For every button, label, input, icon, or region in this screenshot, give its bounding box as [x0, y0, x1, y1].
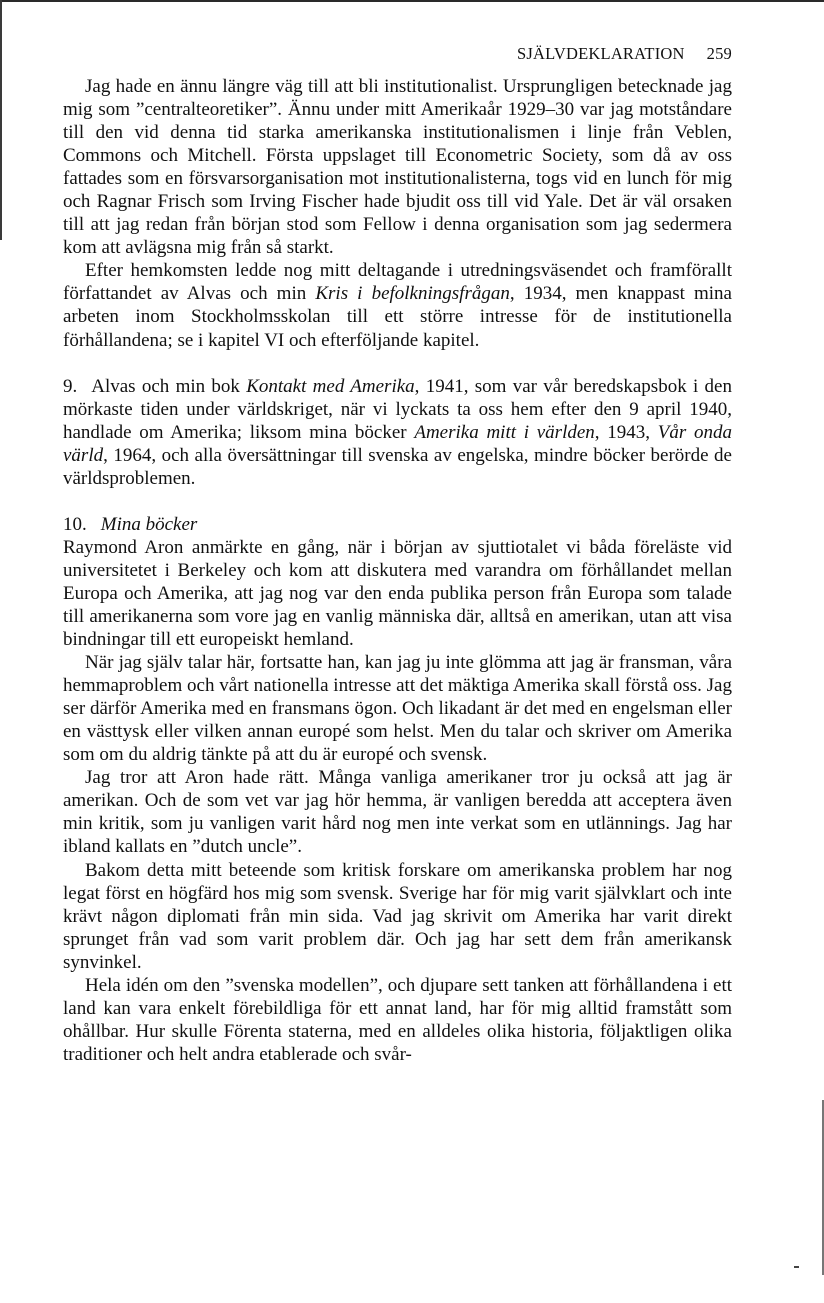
italic-title: Vår onda värld [63, 421, 732, 466]
text-run: Alvas och min bok [91, 375, 247, 397]
italic-title: Amerika mitt i världen [414, 421, 595, 443]
book-page [63, 42, 732, 1066]
italic-title: Kris i befolkningsfrågan [315, 283, 510, 305]
scan-border-top [0, 0, 824, 2]
paragraph [63, 974, 732, 1066]
scan-speck [794, 1266, 799, 1268]
text-run: Raymond Aron anmärkte en gång, när i början av sjuttiotalet vi båda föreläste vid universitetet i Berkeley och kom att diskutera med varandra om förhållandet mellan Europa och Amerika, att jag nog var den enda publika person från Europa som talade till amerikanerna som vore jag en vanlig människa där, alltså en amerikan, utan att visa bindningar till ett europeiskt hemland. [63, 536, 732, 651]
numbered-section-9 [63, 375, 732, 490]
text-run: Jag tror att Aron hade rätt. Många vanliga amerikaner tror ju också att jag är amerikan. Och de som vet var jag hör hemma, är vanligen beredda att acceptera även min kritik, som ju vanligen varit hård nog men inte verkat som en utlännings. Jag har ibland kallats en ”dutch uncle”. [63, 767, 732, 858]
section-gap [63, 352, 732, 375]
text-run: , 1934, men knappast mina arbeten inom Stockholmsskolan till ett större intresse för de institutionella förhållandena; se i kapitel VI och efterföljande kapitel. [63, 283, 732, 351]
paragraph [63, 651, 732, 766]
paragraph [63, 766, 732, 858]
scan-border-left [0, 0, 2, 240]
italic-title: Mina böcker [100, 513, 198, 535]
page-number: 259 [706, 44, 732, 63]
text-run: Jag hade en ännu längre väg till att bli institutionalist. Ursprungligen betecknade jag mig som ”centralteoretiker”. Ännu under mitt Amerikaår 1929–30 var jag motståndare till den vid denna tid starka amerikanska institutionalismen i linje från Veblen, Commons och Mitchell. Första uppslaget till Econometric Society, som då av oss fattades som en försvarsorganisation mot institutionalisterna, togs vid en lunch för mig och Ragnar Frisch som Irving Fischer hade bjudit oss till vid Yale. Det är väl orsaken till att jag redan från början stod som Fellow i denna organisation som jag sedermera kom att avlägsna mig från så starkt. [63, 76, 732, 259]
text-run: Bakom detta mitt beteende som kritisk forskare om amerikanska problem har nog legat först en högfärd hos mig som svensk. Sverige har för mig varit självklart och inte krävt någon diplomati från min sida. Vad jag skrivit om Amerika har varit direkt sprunget från vad som varit problem där. Och jag har sett dem från amerikansk synvinkel. [63, 859, 732, 973]
text-run: Efter hemkomsten ledde nog mitt deltagande i utredningsväsendet och framförallt författandet av Alvas och min [63, 260, 732, 305]
section-heading-10 [63, 513, 732, 536]
section-gap [63, 490, 732, 513]
running-head-title: SJÄLVDEKLARATION [517, 44, 685, 63]
text-run: Hela idén om den ”svenska modellen”, och djupare sett tanken att förhållandena i ett land kan vara enkelt förebildliga för ett annat land, har för mig alltid framstått som ohållbar. Hur skulle Förenta staterna, med en alldeles olika historia, följaktligen olika traditioner och helt andra etablerade och svår- [63, 974, 732, 1065]
text-run: , 1964, och alla översättningar till svenska av engelska, mindre böcker berörde de världsproblemen. [63, 444, 732, 489]
paragraph [63, 859, 732, 974]
text-run: När jag själv talar här, fortsatte han, kan jag ju inte glömma att jag är fransman, våra hemmaproblem och vårt nationella intresse att det mäktiga Amerika skall förstå oss. Jag ser därför Amerika med en fransmans ögon. Och likadant är det med en engelsman eller en västtysk eller vilken annan europé som helst. Men du talar och skriver om Amerika som om du aldrig tänkte på att du är europé och svensk. [63, 652, 732, 766]
section-number: 10. [63, 513, 87, 535]
paragraph [63, 259, 732, 351]
text-run: , 1943, [594, 421, 658, 443]
text-run: , 1941, som var vår beredskapsbok i den mörkaste tiden under världskriget, när vi lyckats ta oss hem efter den 9 april 1940, handlade om Amerika; liksom mina böcker [63, 375, 732, 443]
section-number: 9. [63, 375, 78, 397]
running-head [63, 42, 732, 75]
paragraph [63, 536, 732, 651]
italic-title: Kontakt med Amerika [246, 375, 415, 397]
paragraph [63, 75, 732, 259]
